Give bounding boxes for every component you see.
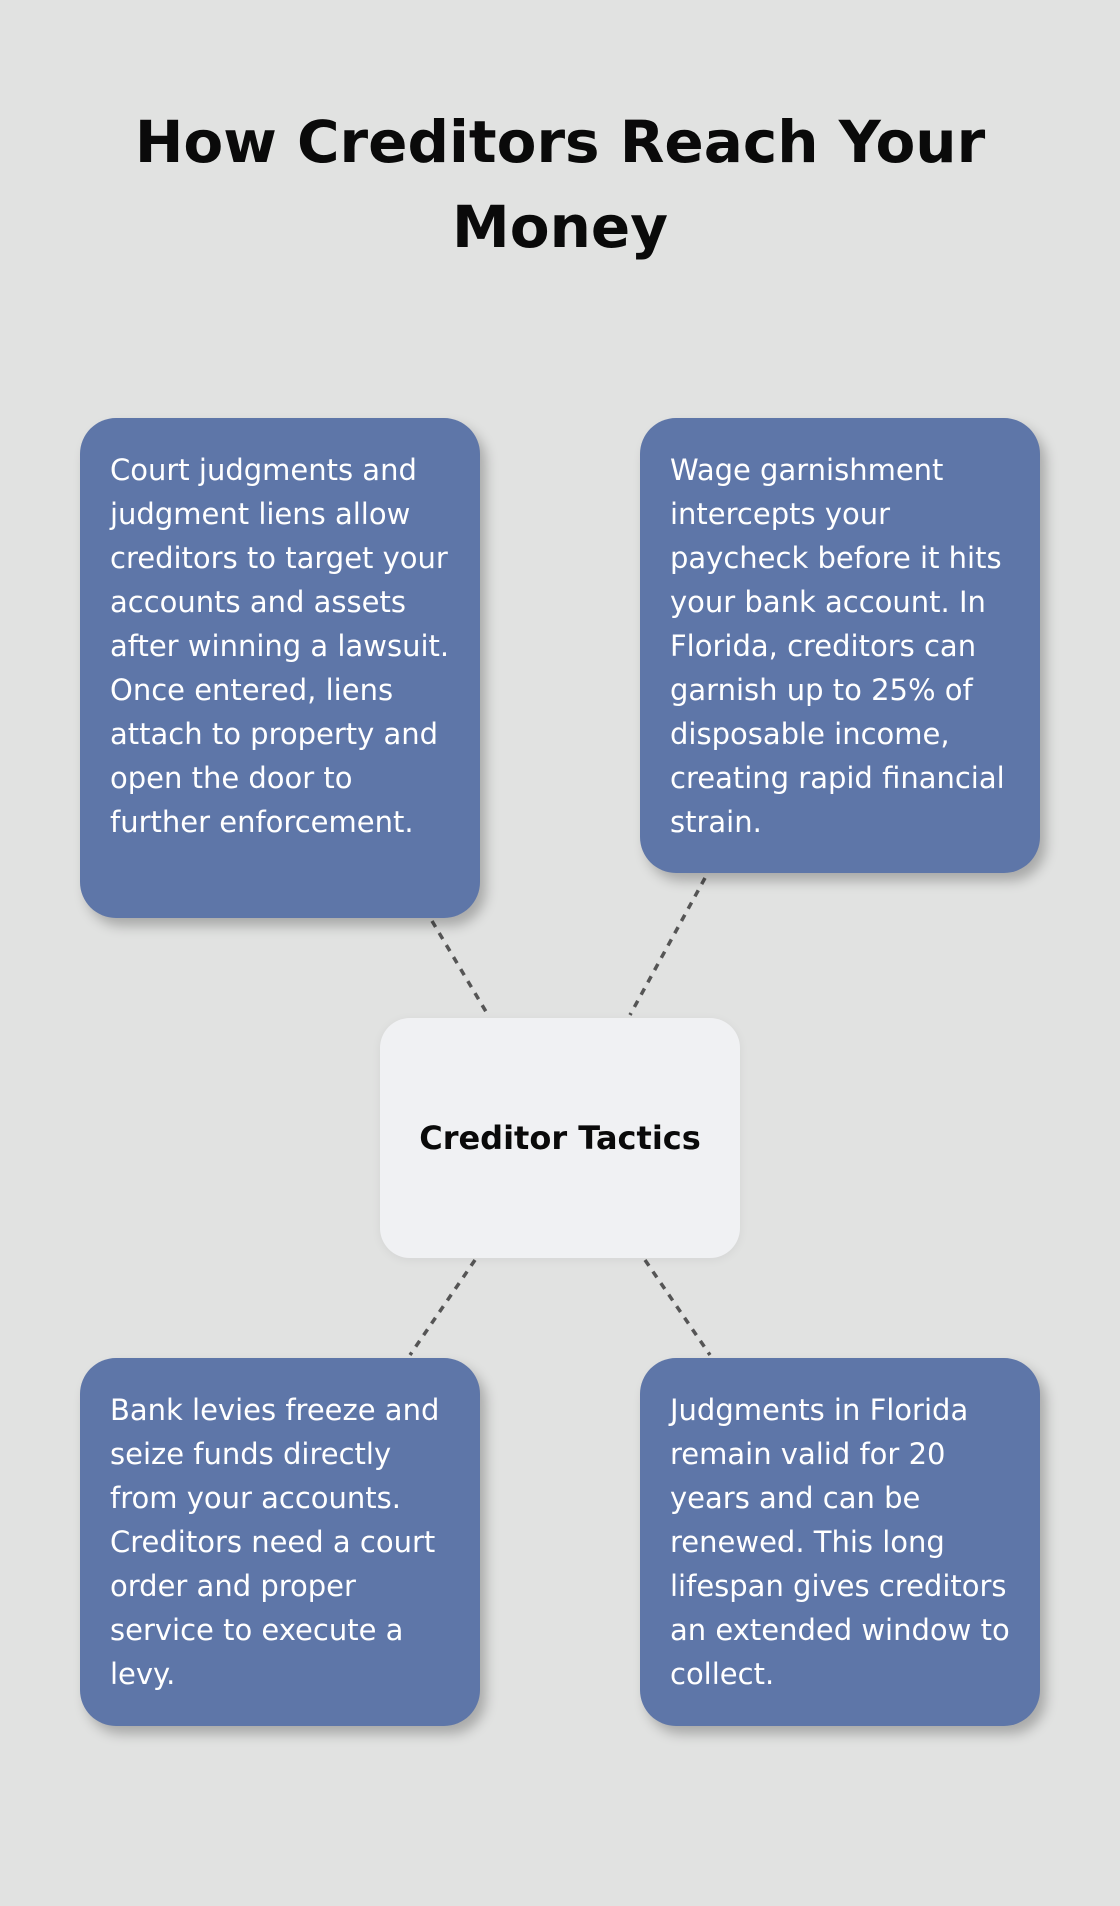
page-title: How Creditors Reach Your Money bbox=[134, 108, 986, 261]
connector-court-judgments bbox=[432, 921, 488, 1015]
center-label: Creditor Tactics bbox=[419, 1119, 701, 1157]
card-judgment-duration: Judgments in Florida remain valid for 20 years and can be renewed. This long lifespan gives creditors an extended window to collect. bbox=[640, 1358, 1040, 1726]
card-wage-garnishment: Wage garnishment intercepts your paycheck before it hits your bank account. In Florida, creditors can garnish up to 25% of disposable income, creating rapid financial strain. bbox=[640, 418, 1040, 873]
connector-wage-garnishment bbox=[630, 878, 705, 1015]
connector-judgment-duration bbox=[645, 1260, 710, 1355]
center-node bbox=[380, 1018, 740, 1258]
connector-bank-levies bbox=[410, 1260, 475, 1355]
card-court-judgments: Court judgments and judgment liens allow creditors to target your accounts and assets after winning a lawsuit. Once entered, liens attach to property and open the door to further enforcement. bbox=[80, 418, 480, 918]
card-bank-levies: Bank levies freeze and seize funds directly from your accounts. Creditors need a court order and proper service to execute a levy. bbox=[80, 1358, 480, 1726]
